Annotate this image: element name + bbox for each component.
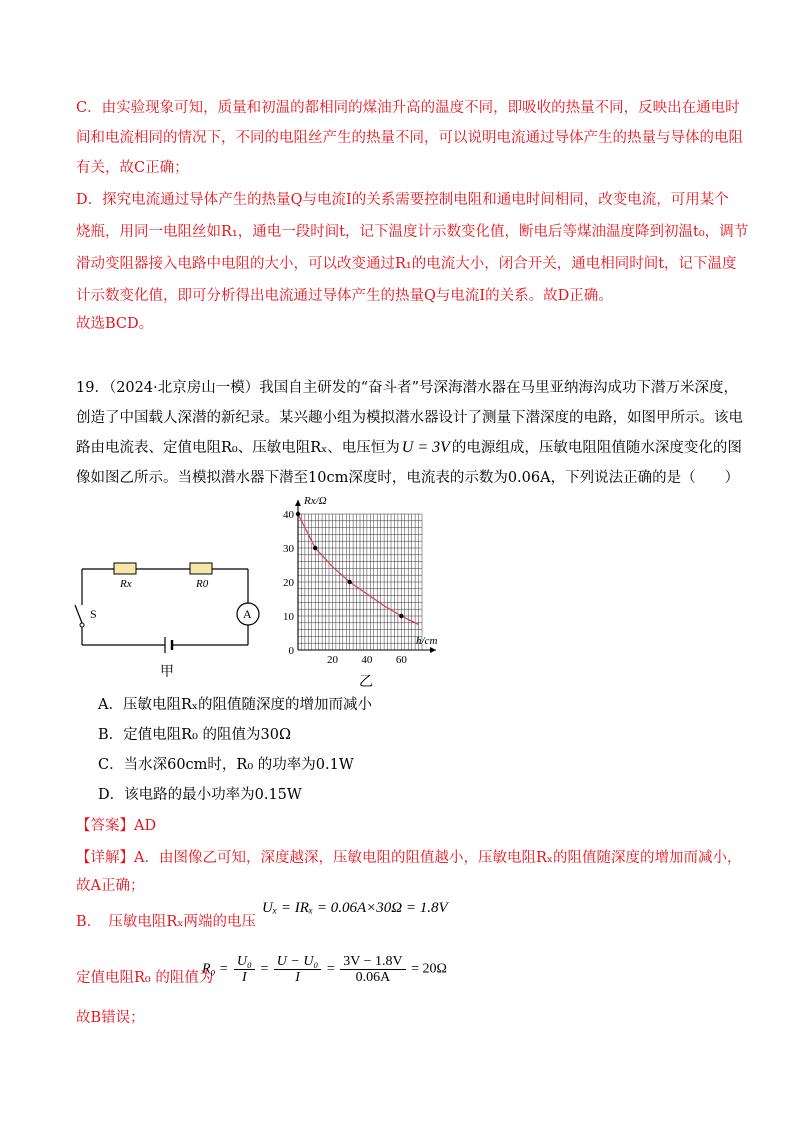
battery — [165, 637, 172, 653]
r0-fraction-2 — [274, 954, 322, 985]
eq-sign-2: = — [326, 961, 335, 977]
x-tick-label: 60 — [395, 654, 407, 666]
analysis-c-line-3: 有关，故C正确； — [76, 160, 189, 176]
detail-r0-line — [76, 968, 213, 988]
r0-f3-num: 3V − 1.8V — [340, 954, 405, 970]
eq-sign-1: = — [260, 961, 269, 977]
r0-f3-den: 0.06A — [355, 970, 391, 985]
option-c: C．当水深60cm时，R₀ 的功率为0.1W — [98, 757, 354, 773]
detail-r0-equation — [202, 954, 447, 985]
detail-b-line — [76, 912, 256, 932]
answer: 【答案】AD — [76, 818, 157, 834]
data-point — [347, 580, 351, 584]
question-line-2: 创造了中国载人深潜的新纪录。某兴趣小组为模拟潜水器设计了测量下潜深度的电路，如图甲所示。该电 — [76, 410, 743, 426]
r0-f1-den: I — [242, 970, 247, 985]
detail-r0-text: 定值电阻R₀ 的阻值为 — [76, 970, 214, 986]
r0-fraction-3 — [340, 954, 405, 985]
question-line-1: 19．（2024·北京房山一模）我国自主研发的“奋斗者”号深海潜水器在马里亚纳海沟成功下潜万米深度， — [76, 380, 739, 396]
origin-label: 0 — [288, 645, 294, 657]
y-tick-label: 10 — [283, 611, 294, 623]
label-switch: S — [90, 607, 97, 621]
question-line-3-b: 的电源组成，压敏电阻阻值随水深度变化的图 — [451, 440, 742, 456]
label-r0: R0 — [196, 578, 209, 590]
y-tick-label: 20 — [283, 577, 294, 589]
option-d: D．该电路的最小功率为0.15W — [98, 787, 302, 803]
analysis-d-line-2: 烧瓶，用同一电阻丝如R₁，通电一段时间t，记下温度计示数变化值，断电后等煤油温度降到初温t₀，调节 — [76, 224, 749, 240]
data-point — [313, 546, 317, 550]
r0-f1-num: U₀ — [234, 954, 255, 970]
switch-s — [75, 605, 84, 627]
analysis-c-line-2: 间和电流相同的情况下，不同的电阻丝产生的热量不同，可以说明电流通过导体产生的热量与导体的电阻 — [76, 130, 743, 146]
x-tick-label: 40 — [361, 654, 373, 666]
question-line-3 — [76, 438, 742, 458]
resistor-r0 — [190, 563, 212, 574]
resistance-curve — [298, 514, 419, 625]
figure-jia-caption: 甲 — [160, 664, 174, 680]
y-axis-arrow — [295, 500, 301, 506]
analysis-c-line-1: C．由实验现象可知，质量和初温的都相同的煤油升高的温度不同，即吸收的热量不同，反映出在通电时 — [76, 100, 740, 116]
detail-b-equation: Uₓ = IRₓ = 0.06A×30Ω = 1.8V — [262, 900, 448, 916]
x-axis-arrow — [430, 647, 436, 653]
r0-eq-rhs: = 20Ω — [411, 961, 447, 977]
y-tick-label: 40 — [283, 509, 294, 521]
detail-b-text: B． 压敏电阻Rₓ两端的电压 — [76, 914, 256, 930]
resistor-rx — [114, 563, 136, 574]
figure-yi-caption: 乙 — [359, 675, 373, 690]
analysis-d-line-3: 滑动变阻器接入电路中电阻的大小，可以改变通过R₁的电流大小，闭合开关，通电相同时间t，记下温度 — [76, 256, 737, 272]
option-a: A．压敏电阻Rₓ的阻值随深度的增加而减小 — [98, 697, 373, 713]
r0-eq-lhs: R₀ = — [202, 961, 229, 977]
x-axis-label: h/cm — [416, 635, 438, 647]
r0-f2-den: I — [295, 970, 300, 985]
option-b: B．定值电阻R₀ 的阻值为30Ω — [98, 727, 291, 743]
label-rx: Rx — [120, 578, 132, 590]
question-line-3-a: 路由电流表、定值电阻R₀、压敏电阻Rₓ、电压恒为 — [76, 440, 400, 456]
analysis-d-line-1: D．探究电流通过导体产生的热量Q与电流I的关系需要控制电阻和通电时间相同，改变电流，可用某个 — [76, 192, 729, 208]
analysis-conclusion: 故选BCD。 — [76, 316, 154, 332]
detail-line-2: 故A正确； — [76, 878, 145, 894]
source-voltage-eq: U = 3V — [401, 439, 450, 456]
detail-line-1: 【详解】A．由图像乙可知，深度越深，压敏电阻的阻值越小，压敏电阻Rₓ的阻值随深度的增加而减小， — [76, 850, 742, 866]
analysis-d-line-4: 计示数变化值，即可分析得出电流通过导体产生的热量Q与电流I的关系。故D正确。 — [76, 288, 613, 304]
circuit-diagram — [70, 545, 270, 675]
data-point — [399, 614, 403, 618]
resistance-depth-chart — [280, 495, 460, 695]
data-point — [296, 512, 300, 516]
y-axis-label: Rx/Ω — [304, 495, 327, 507]
r0-f2-num: U − U₀ — [274, 954, 322, 970]
y-tick-label: 30 — [283, 543, 294, 555]
question-line-4: 像如图乙所示。当模拟潜水器下潜至10cm深度时，电流表的示数为0.06A，下列说法正确的是（ ） — [76, 470, 740, 486]
x-tick-label: 20 — [326, 654, 338, 666]
label-ammeter: A — [243, 607, 252, 621]
detail-b-wrong: 故B错误； — [76, 1010, 145, 1026]
r0-fraction-1 — [234, 954, 255, 985]
